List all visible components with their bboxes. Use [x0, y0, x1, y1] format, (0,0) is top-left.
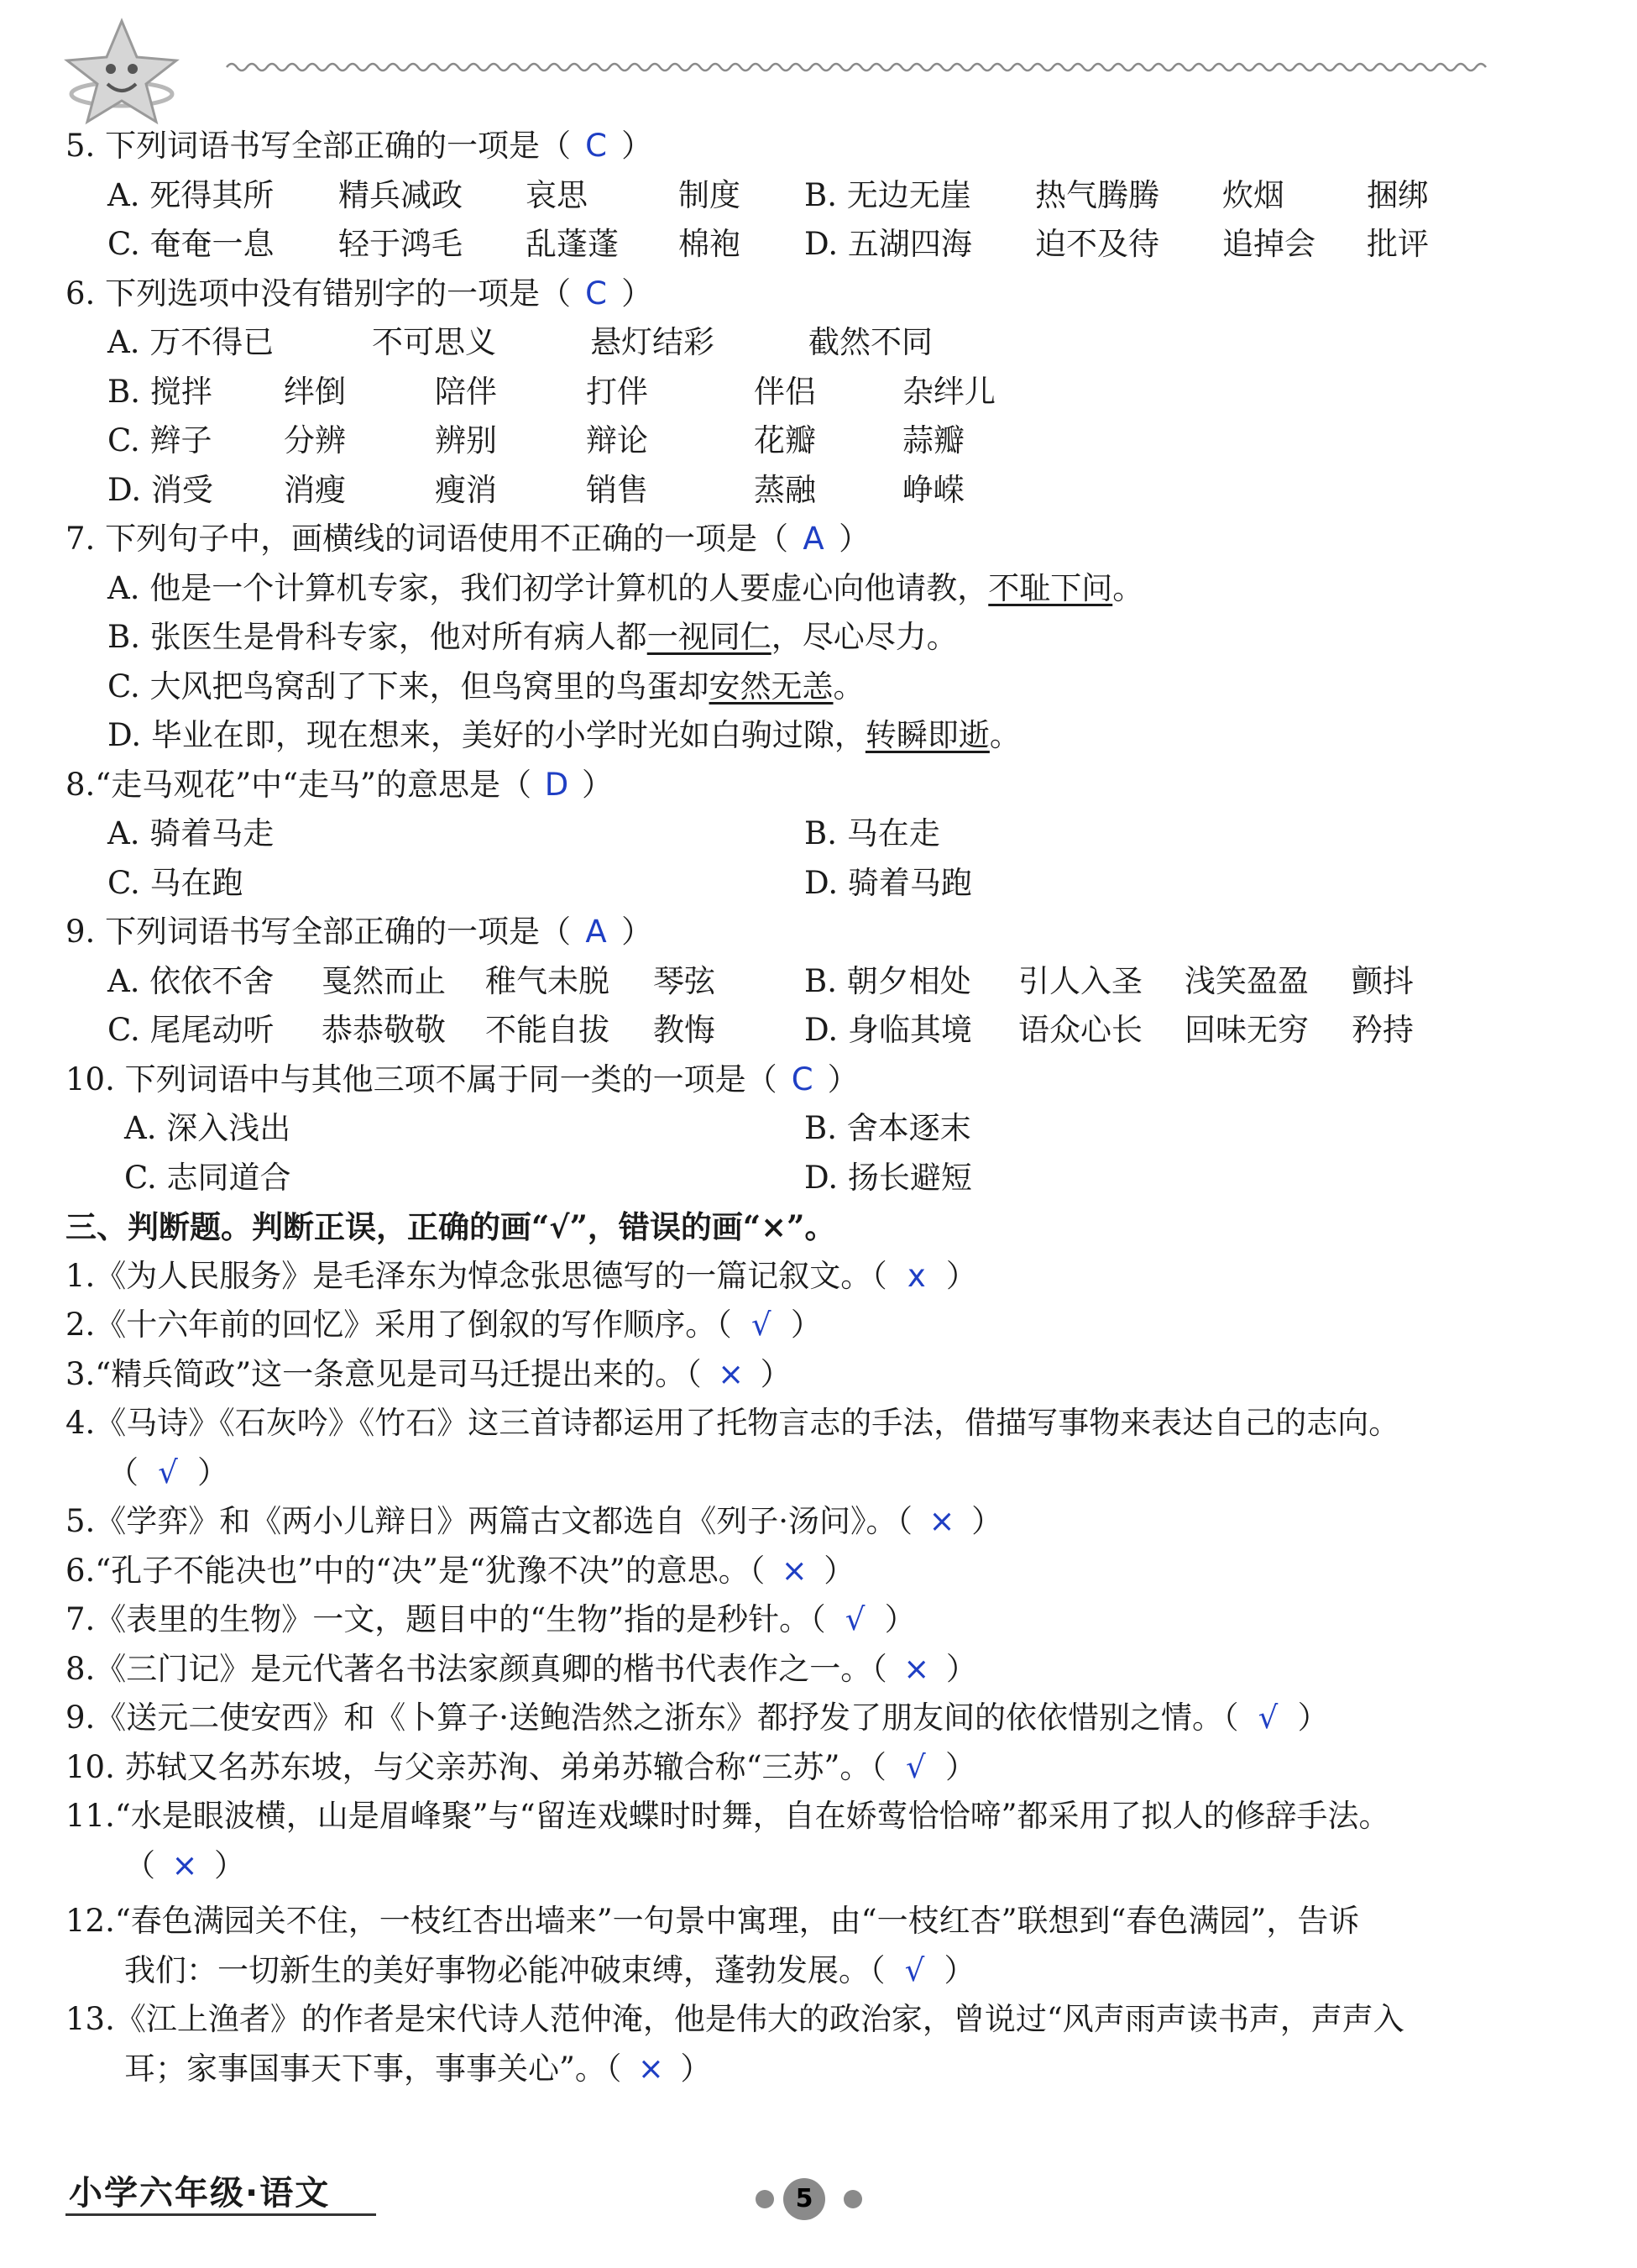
q8-stem: 8.“走马观花”中“走马”的意思是（ D ）	[65, 761, 1577, 810]
judge-item-4-cont: （ √ ）	[65, 1448, 1577, 1498]
q5-row-ab: A. 死得其所 精兵减政 哀思 制度 B. 无边无崖 热气腾腾 炊烟 捆绑	[107, 176, 1429, 213]
q5-stem: 5. 下列词语书写全部正确的一项是（ C ）	[65, 122, 1577, 171]
q6-stem: 6. 下列选项中没有错别字的一项是（ C ）	[65, 270, 1577, 319]
judge-item-8: 8.《三门记》是元代著名书法家颜真卿的楷书代表作之一。（ × ）	[65, 1645, 1577, 1694]
judge-item-2: 2.《十六年前的回忆》采用了倒叙的写作顺序。（ √ ）	[65, 1301, 1577, 1350]
page-dot-right	[844, 2190, 862, 2208]
judge-12-answer: √	[904, 1951, 925, 1988]
page-number-badge: 5	[783, 2178, 825, 2220]
judge-13-answer: ×	[637, 2050, 664, 2087]
q10-row-ab: A. 深入浅出 B. 舍本逐末	[124, 1110, 971, 1146]
judge-item-10: 10. 苏轼又名苏东坡，与父亲苏洵、弟弟苏辙合称“三苏”。（ √ ）	[65, 1743, 1577, 1793]
q7-option-d: D. 毕业在即，现在想来，美好的小学时光如白驹过隙，转瞬即逝。	[107, 717, 1021, 753]
q7-stem: 7. 下列句子中，画横线的词语使用不正确的一项是（ A ）	[65, 515, 1577, 564]
q6-answer: C	[585, 275, 607, 312]
star-mascot-icon	[67, 21, 176, 122]
footer-title: 小学六年级·语文	[69, 2174, 331, 2213]
judge-item-12: 12.“春色满园关不住，一枝红杏出墙来”一句景中寓理，由“一枝红杏”联想到“春色满园”，告诉	[65, 1903, 1360, 1939]
judge-8-answer: ×	[903, 1650, 930, 1687]
q9-row-ab: A. 依依不舍 戛然而止 稚气未脱 琴弦 B. 朝夕相处 引人入圣 浅笑盈盈 颤抖	[107, 962, 1414, 999]
underlined-phrase: 一视同仁	[646, 619, 771, 655]
judge-item-9: 9.《送元二使安西》和《卜算子·送鲍浩然之浙东》都抒发了朋友间的依依惜别之情。（ √ ）	[65, 1694, 1577, 1743]
judge-6-answer: ×	[781, 1552, 808, 1589]
q9-stem: 9. 下列词语书写全部正确的一项是（ A ）	[65, 908, 1577, 957]
q10-stem: 10. 下列词语中与其他三项不属于同一类的一项是（ C ）	[65, 1055, 1577, 1105]
judge-4-answer: √	[158, 1454, 178, 1490]
q9-row-cd: C. 尾尾动听 恭恭敬敬 不能自拔 教悔 D. 身临其境 语众心长 回味无穷 矜持	[107, 1012, 1414, 1048]
judge-item-13-cont: 耳；家事国事天下事，事事关心”。（ × ）	[65, 2045, 1577, 2094]
judge-3-answer: ×	[718, 1355, 745, 1392]
q7-option-c: C. 大风把鸟窝刮了下来，但鸟窝里的鸟蛋却安然无恙。	[107, 668, 865, 704]
section-3-title: 三、判断题。判断正误，正确的画“√”，错误的画“×”。	[65, 1208, 836, 1245]
judge-item-7: 7.《表里的生物》一文，题目中的“生物”指的是秒针。（ √ ）	[65, 1595, 1577, 1645]
underlined-phrase: 转瞬即逝	[865, 717, 990, 753]
judge-item-12-cont: 我们：一切新生的美好事物必能冲破束缚，蓬勃发展。（ √ ）	[65, 1946, 1577, 1996]
q10-answer: C	[791, 1061, 813, 1097]
judge-1-answer: x	[907, 1257, 926, 1294]
page-dot-left	[756, 2190, 774, 2208]
q6-row-d: D. 消受 消瘦 瘦消 销售 蒸融 峥嵘	[107, 471, 965, 508]
judge-7-answer: √	[845, 1601, 866, 1637]
judge-10-answer: √	[906, 1748, 926, 1785]
judge-2-answer: √	[751, 1307, 771, 1343]
q10-row-cd: C. 志同道合 D. 扬长避短	[124, 1159, 972, 1196]
judge-item-13: 13.《江上渔者》的作者是宋代诗人范仲淹，他是伟大的政治家，曾说过“风声雨声读书声，声声入	[65, 2001, 1404, 2037]
page-number	[747, 2175, 873, 2225]
q7-answer: A	[803, 521, 824, 557]
judge-5-answer: ×	[928, 1503, 955, 1539]
q5-row-cd: C. 奄奄一息 轻于鸿毛 乱蓬蓬 棉袍 D. 五湖四海 迫不及待 追掉会 批评	[107, 226, 1429, 262]
q7-option-b: B. 张医生是骨科专家，他对所有病人都一视同仁，尽心尽力。	[107, 619, 958, 655]
q6-row-b: B. 搅拌 绊倒 陪伴 打伴 伴侣 杂绊儿	[107, 373, 996, 410]
q9-answer: A	[585, 914, 607, 950]
wavy-line	[227, 64, 1486, 71]
judge-item-6: 6.“孔子不能决也”中的“决”是“犹豫不决”的意思。（ × ）	[65, 1547, 1577, 1596]
q8-answer: D	[544, 766, 569, 803]
judge-item-11-cont: （ × ）	[65, 1841, 1577, 1891]
judge-9-answer: √	[1258, 1700, 1279, 1736]
underlined-phrase: 不耻下问	[988, 569, 1113, 606]
judge-item-1: 1.《为人民服务》是毛泽东为悼念张思德写的一篇记叙文。（ x ）	[65, 1252, 1577, 1302]
q8-row-ab: A. 骑着马走 B. 马在走	[107, 815, 940, 851]
judge-item-5: 5.《学弈》和《两小儿辩日》两篇古文都选自《列子·汤问》。（ × ）	[65, 1497, 1577, 1547]
underlined-phrase: 安然无恙	[709, 668, 834, 704]
judge-item-11: 11.“水是眼波横，山是眉峰聚”与“留连戏蝶时时舞，自在娇莺恰恰啼”都采用了拟人的修辞手法。	[65, 1798, 1390, 1834]
q8-row-cd: C. 马在跑 D. 骑着马跑	[107, 864, 972, 901]
header-decoration	[59, 17, 1595, 126]
judge-11-answer: ×	[171, 1846, 198, 1883]
judge-item-3: 3.“精兵简政”这一条意见是司马迁提出来的。（ × ）	[65, 1350, 1577, 1400]
q7-option-a: A. 他是一个计算机专家，我们初学计算机的人要虚心向他请教，不耻下问。	[107, 569, 1144, 606]
q6-row-c: C. 辫子 分辨 辨别 辩论 花瓣 蒜瓣	[107, 422, 965, 458]
q5-answer: C	[585, 128, 607, 164]
judge-item-4: 4.《马诗》《石灰吟》《竹石》这三首诗都运用了托物言志的手法，借描写事物来表达自己的志向。	[65, 1405, 1400, 1441]
q6-row-a: A. 万不得已 不可思义 悬灯结彩 截然不同	[107, 324, 933, 360]
footer-rule	[65, 2213, 376, 2216]
page-content	[65, 122, 1577, 2093]
